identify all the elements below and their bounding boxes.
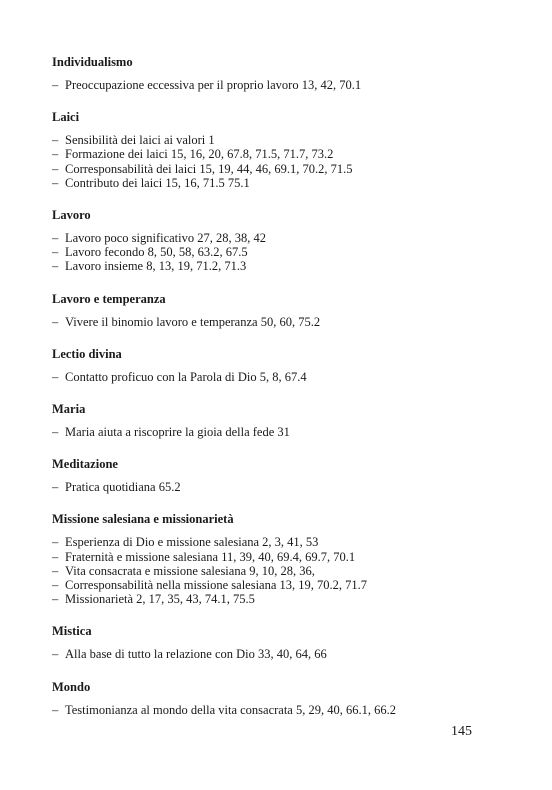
section-heading: Individualismo: [52, 55, 133, 69]
index-entry: [52, 647, 492, 661]
entry-dash: –: [52, 578, 59, 593]
index-entry: [52, 535, 492, 549]
entry-text: Alla base di tutto la relazione con Dio 33, 40, 64, 66: [65, 647, 327, 662]
index-entry: [52, 245, 492, 259]
entry-list: [52, 647, 492, 661]
entry-list: [52, 425, 492, 439]
entry-list: [52, 133, 492, 190]
entry-dash: –: [52, 259, 59, 274]
entry-text: Testimonianza al mondo della vita consacrata 5, 29, 40, 66.1, 66.2: [65, 702, 396, 717]
entry-list: [52, 78, 492, 92]
entry-dash: –: [52, 245, 59, 260]
entry-list: [52, 535, 492, 606]
index-section: [52, 55, 492, 92]
page-number: 145: [451, 724, 472, 739]
index-entry: [52, 78, 492, 92]
section-heading: Mondo: [52, 679, 91, 694]
entry-dash: –: [52, 549, 59, 564]
index-entry: [52, 578, 492, 592]
entry-dash: –: [52, 231, 59, 246]
section-heading: Missione salesiana e missionarietà: [52, 512, 234, 527]
index-section: [52, 347, 492, 384]
section-heading: Mistica: [52, 624, 92, 639]
index-section: [52, 512, 492, 606]
entry-dash: –: [52, 133, 59, 148]
section-heading: Lavoro: [52, 208, 91, 223]
index-entry: [52, 564, 492, 578]
entry-text: Contatto proficuo con la Parola di Dio 5, 8, 67.4: [65, 369, 307, 384]
index-entry: [52, 703, 492, 717]
section-heading: Maria: [52, 402, 86, 417]
index-entry: [52, 370, 492, 384]
entry-text: Esperienza di Dio e missione salesiana 2, 3, 41, 53: [65, 535, 319, 550]
entry-list: [52, 231, 492, 274]
entry-text: Maria aiuta a riscoprire la gioia della fede 31: [65, 425, 290, 440]
index-entry: [52, 147, 492, 161]
entry-text: Lavoro fecondo 8, 50, 58, 63.2, 67.5: [65, 245, 248, 260]
entry-text: Pratica quotidiana 65.2: [65, 480, 181, 495]
entry-text: Missionarietà 2, 17, 35, 43, 74.1, 75.5: [65, 592, 255, 607]
entry-text: Corresponsabilità nella missione salesiana 13, 19, 70.2, 71.7: [65, 578, 368, 593]
section-heading: Lavoro e temperanza: [52, 291, 166, 306]
entry-dash: –: [52, 535, 59, 550]
index-entry: [52, 259, 492, 273]
entry-text: Lavoro poco significativo 27, 28, 38, 42: [65, 231, 267, 246]
entry-text: Contributo dei laici 15, 16, 71.5 75.1: [65, 175, 250, 190]
index-entry: [52, 425, 492, 439]
index-entry: [52, 176, 492, 190]
index-section: [52, 110, 492, 190]
entry-dash: –: [52, 647, 59, 662]
entry-text: Preoccupazione eccessiva per il proprio lavoro 13, 42, 70.1: [65, 78, 362, 92]
entry-dash: –: [52, 425, 59, 440]
section-heading: Lectio divina: [52, 346, 122, 361]
index-entry: [52, 231, 492, 245]
index-entry: [52, 592, 492, 606]
entry-text: Sensibilità dei laici ai valori 1: [65, 133, 215, 148]
entry-text: Corresponsabilità dei laici 15, 19, 44, 46, 69.1, 70.2, 71.5: [65, 161, 353, 176]
entry-dash: –: [52, 175, 59, 190]
index-entry: [52, 480, 492, 494]
index-section: [52, 680, 492, 717]
index-content: [52, 55, 492, 735]
entry-text: Vivere il binomio lavoro e temperanza 50, 60, 75.2: [65, 314, 321, 329]
index-entry: [52, 133, 492, 147]
index-section: [52, 208, 492, 274]
entry-dash: –: [52, 369, 59, 384]
entry-list: [52, 370, 492, 384]
index-entry: [52, 315, 492, 329]
entry-text: Fraternità e missione salesiana 11, 39, 40, 69.4, 69.7, 70.1: [65, 549, 356, 564]
entry-dash: –: [52, 592, 59, 607]
entry-list: [52, 703, 492, 717]
entry-dash: –: [52, 147, 59, 162]
index-section: [52, 457, 492, 494]
entry-dash: –: [52, 314, 59, 329]
section-heading: Laici: [52, 110, 80, 125]
entry-text: Lavoro insieme 8, 13, 19, 71.2, 71.3: [65, 259, 247, 274]
index-section: [52, 292, 492, 329]
entry-text: Formazione dei laici 15, 16, 20, 67.8, 71.5, 71.7, 73.2: [65, 147, 334, 162]
entry-dash: –: [52, 702, 59, 717]
entry-text: Vita consacrata e missione salesiana 9, 10, 28, 36,: [65, 563, 315, 578]
index-entry: [52, 162, 492, 176]
entry-dash: –: [52, 563, 59, 578]
index-section: [52, 402, 492, 439]
index-section: [52, 624, 492, 661]
entry-dash: –: [52, 161, 59, 176]
entry-list: [52, 315, 492, 329]
section-heading: Meditazione: [52, 457, 118, 472]
entry-dash: –: [52, 78, 59, 92]
entry-list: [52, 480, 492, 494]
entry-dash: –: [52, 480, 59, 495]
index-entry: [52, 550, 492, 564]
